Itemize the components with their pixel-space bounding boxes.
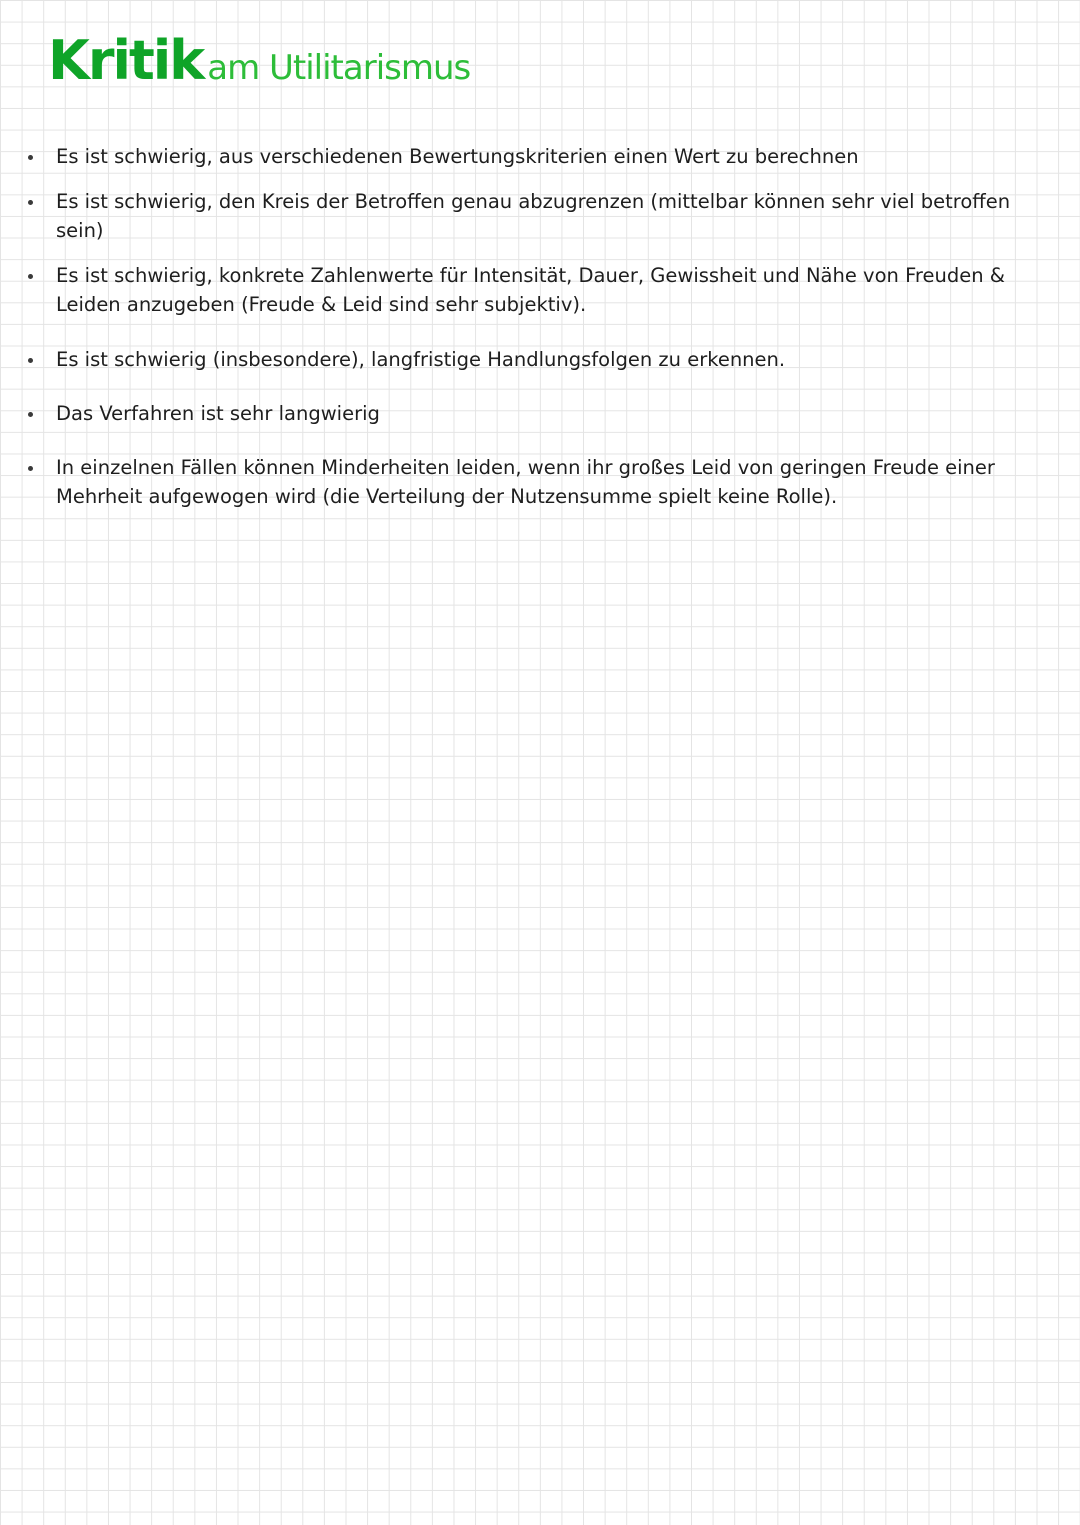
bullet-icon <box>28 155 33 160</box>
list-item <box>28 453 1058 511</box>
bullet-icon <box>28 466 33 471</box>
list-item-text: Es ist schwierig (insbesondere), langfristige Handlungsfolgen zu erkennen. <box>56 348 786 371</box>
list-item-text: Es ist schwierig, den Kreis der Betroffen genau abzugrenzen (mittelbar können sehr viel betroffen sein) <box>56 190 1011 242</box>
list-item-text: In einzelnen Fällen können Minderheiten leiden, wenn ihr großes Leid von geringen Freude einer Mehrheit aufgewogen wird (die Verteilung der Nutzensumme spielt keine Rolle). <box>56 456 995 508</box>
criticism-list <box>28 142 1058 511</box>
list-item <box>28 399 1058 428</box>
list-item <box>28 261 1058 319</box>
list-item <box>28 142 1058 171</box>
title-subtitle: am Utilitarismus <box>207 48 471 88</box>
bullet-icon <box>28 358 33 363</box>
bullet-icon <box>28 200 33 205</box>
list-item-text: Das Verfahren ist sehr langwierig <box>56 402 380 425</box>
bullet-icon <box>28 412 33 417</box>
list-item-text: Es ist schwierig, konkrete Zahlenwerte für Intensität, Dauer, Gewissheit und Nähe von Freuden & Leiden anzugeben (Freude & Leid sind sehr subjektiv). <box>56 264 1005 316</box>
title-main: Kritik <box>48 29 204 92</box>
page-title <box>48 29 471 92</box>
bullet-icon <box>28 274 33 279</box>
list-item <box>28 187 1058 245</box>
list-item <box>28 345 1058 374</box>
list-item-text: Es ist schwierig, aus verschiedenen Bewertungskriterien einen Wert zu berechnen <box>56 145 859 168</box>
